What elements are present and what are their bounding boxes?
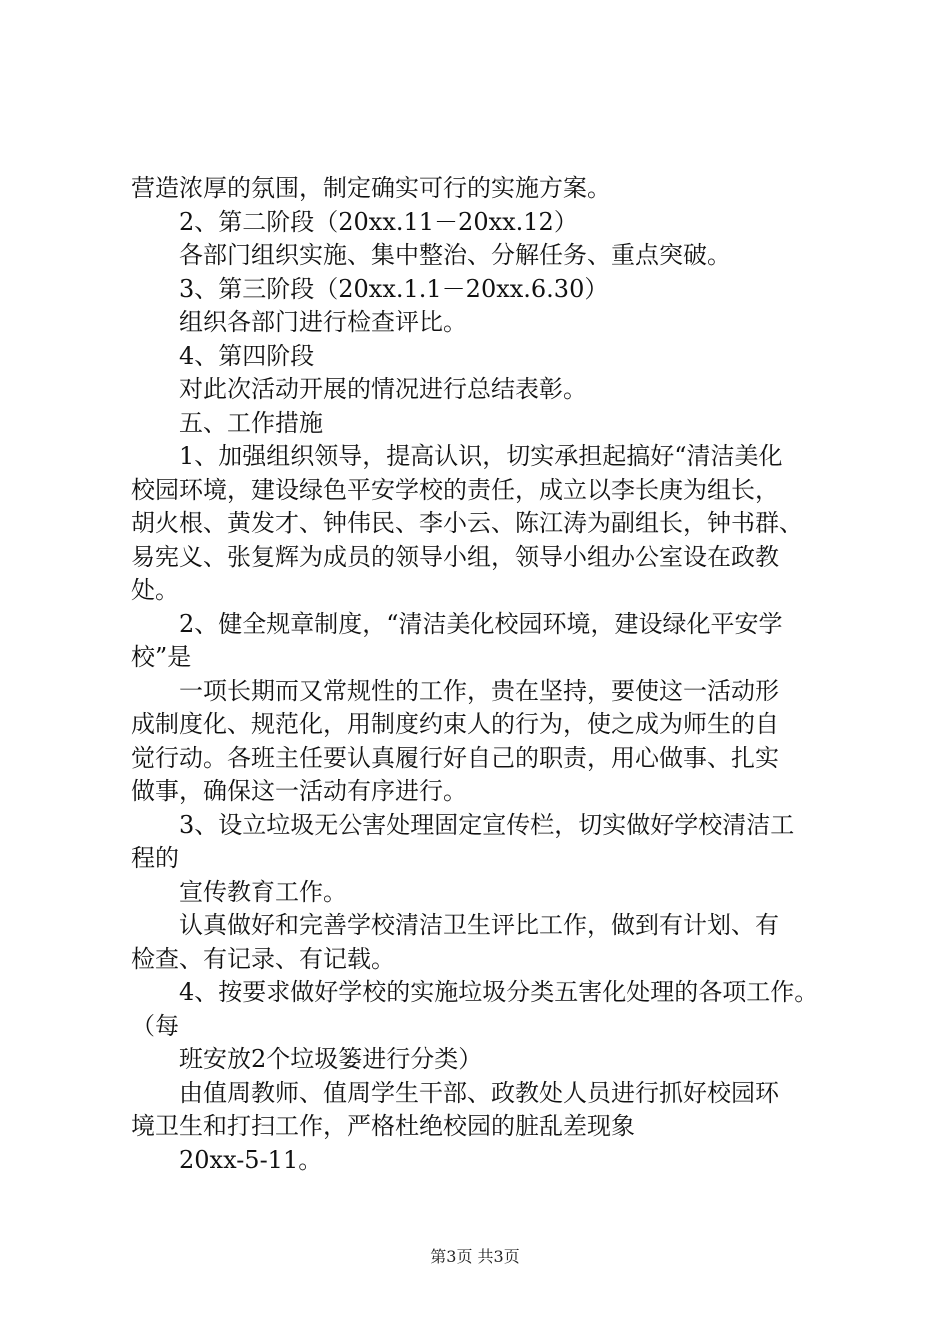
text-line: 4、第四阶段 xyxy=(179,341,315,370)
text-line: 五、工作措施 xyxy=(179,408,323,437)
text-line: 胡火根、黄发才、钟伟民、李小云、陈江涛为副组长，钟书群、 xyxy=(131,509,803,537)
text-line: 检查、有记录、有记载。 xyxy=(131,944,395,973)
text-line: 3、第三阶段（20xx.1.1－20xx.6.30） xyxy=(179,274,609,303)
text-line: 认真做好和完善学校清洁卫生评比工作，做到有计划、有 xyxy=(179,911,779,939)
text-line: 校园环境，建设绿色平安学校的责任，成立以李长庚为组长， xyxy=(131,475,779,504)
text-line: 班安放2个垃圾篓进行分类） xyxy=(179,1045,483,1073)
text-line: 2、第二阶段（20xx.11－20xx.12） xyxy=(179,207,578,236)
document-body xyxy=(131,172,851,1177)
text-line: 成制度化、规范化，用制度约束人的行为，使之成为师生的自 xyxy=(131,710,779,738)
text-line: 易宪义、张复辉为成员的领导小组，领导小组办公室设在政教 xyxy=(131,542,779,571)
text-line: 对此次活动开展的情况进行总结表彰。 xyxy=(179,375,587,403)
text-line: 20xx-5-11。 xyxy=(179,1145,323,1174)
text-line: 做事，确保这一活动有序进行。 xyxy=(131,777,467,805)
text-line: 2、健全规章制度，“清洁美化校园环境，建设绿化平安学 xyxy=(179,609,783,638)
text-line: 境卫生和打扫工作，严格杜绝校园的脏乱差现象 xyxy=(131,1112,635,1140)
text-line: 营造浓厚的氛围，制定确实可行的实施方案。 xyxy=(131,174,611,202)
text-line: 宣传教育工作。 xyxy=(179,877,347,906)
text-line: 由值周教师、值周学生干部、政教处人员进行抓好校园环 xyxy=(179,1078,779,1107)
page-footer: 第3页 共3页 xyxy=(430,1247,520,1266)
text-line: 1、加强组织领导，提高认识，切实承担起搞好“清洁美化 xyxy=(179,442,783,470)
text-line: 组织各部门进行检查评比。 xyxy=(179,308,467,336)
text-line: 各部门组织实施、集中整治、分解任务、重点突破。 xyxy=(179,241,731,269)
text-line: 校”是 xyxy=(131,643,192,671)
text-line: 觉行动。各班主任要认真履行好自己的职责，用心做事、扎实 xyxy=(131,743,779,772)
text-line: 处。 xyxy=(131,576,179,604)
text-line: 一项长期而又常规性的工作，贵在坚持，要使这一活动形 xyxy=(179,676,779,705)
text-line: 程的 xyxy=(131,844,179,872)
text-line: 4、按要求做好学校的实施垃圾分类五害化处理的各项工作。 xyxy=(179,978,819,1006)
text-line: 3、设立垃圾无公害处理固定宣传栏，切实做好学校清洁工 xyxy=(179,810,795,839)
text-line: （每 xyxy=(131,1011,179,1040)
